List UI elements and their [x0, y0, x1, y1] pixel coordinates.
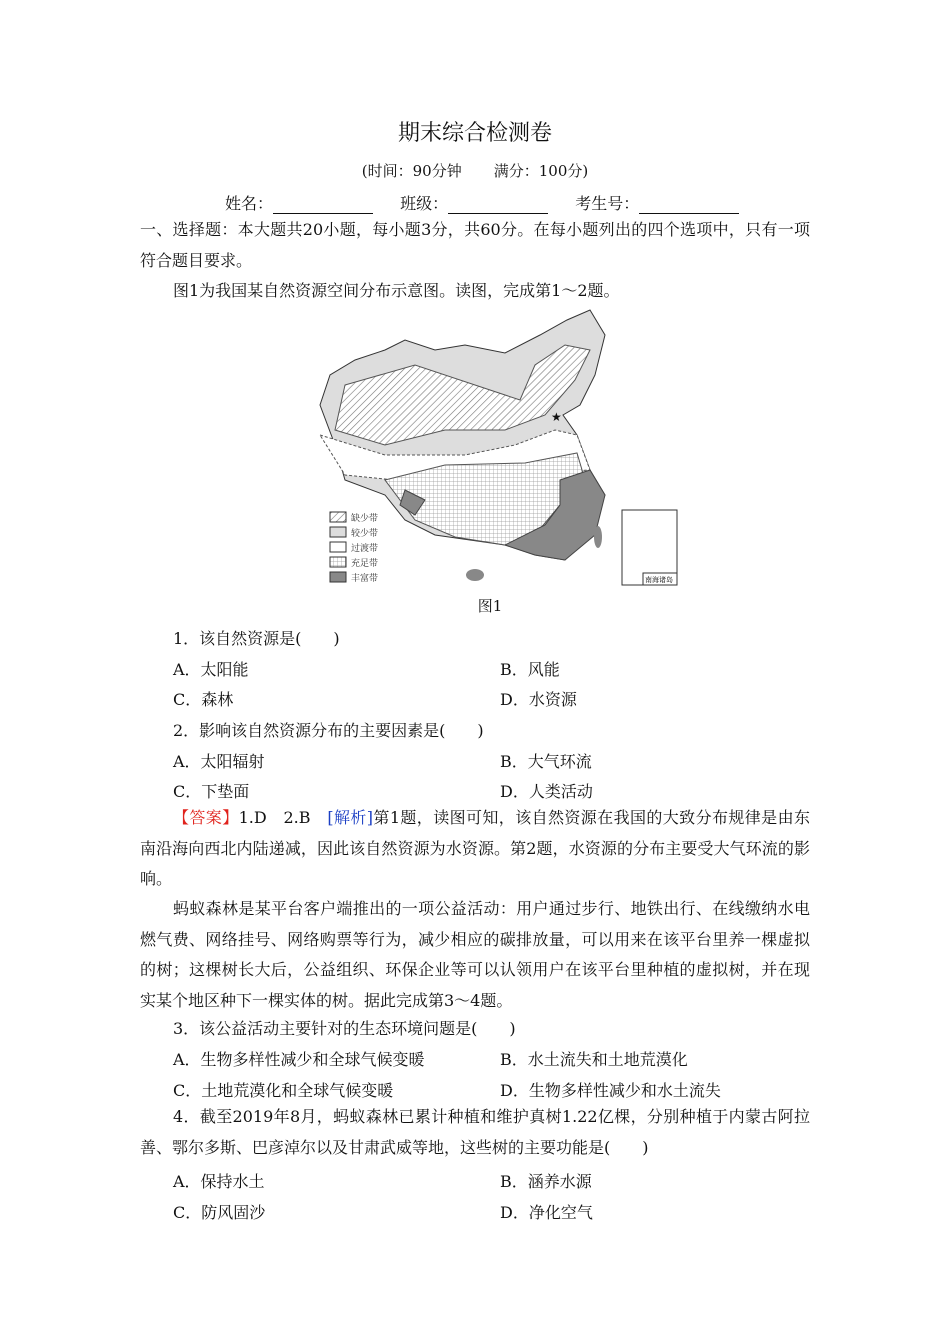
taiwan-island: [594, 526, 602, 548]
q1-option-b: B．风能: [500, 660, 560, 679]
id-blank[interactable]: [639, 197, 739, 214]
name-label: 姓名：: [225, 194, 274, 213]
china-resource-map: [305, 305, 685, 590]
answer-block: [140, 803, 810, 895]
legend-transition: 过渡带: [351, 544, 379, 554]
legend-less: 较少带: [351, 529, 379, 539]
figure-caption: 图1: [477, 597, 503, 615]
q2-option-b: B．大气环流: [500, 752, 592, 771]
south-china-sea-inset: [622, 510, 677, 585]
student-fields: [225, 191, 761, 214]
question-3: 3．该公益活动主要针对的生态环境问题是( ): [173, 1019, 516, 1038]
q1-option-d: D．水资源: [500, 690, 577, 709]
q4-option-c: C．防风固沙: [173, 1203, 266, 1222]
legend-sufficient: 充足带: [351, 559, 379, 569]
class-blank[interactable]: [448, 197, 548, 214]
analysis-label: [解析]: [327, 808, 374, 827]
intro-1: 图1为我国某自然资源空间分布示意图。读图，完成第1～2题。: [173, 281, 620, 300]
time-limit: (时间：90分钟: [361, 162, 462, 180]
exam-info: [0, 160, 950, 181]
q1-option-c: C．森林: [173, 690, 234, 709]
q2-option-d: D．人类活动: [500, 782, 593, 801]
q4-option-a: A．保持水土: [173, 1172, 265, 1191]
question-4: 4．截至2019年8月，蚂蚁森林已累计种植和维护真树1.22亿棵，分别种植于内蒙古阿拉善、鄂尔多斯、巴彦淖尔以及甘肃武威等地，这些树的主要功能是( ): [140, 1107, 810, 1157]
full-score: 满分：100分): [493, 162, 589, 180]
section-heading: 一、选择题：本大题共20小题，每小题3分，共60分。在每小题列出的四个选项中，只有一项符合题目要求。: [140, 220, 810, 270]
class-label: 班级：: [400, 194, 449, 213]
inset-label: 南海诸岛: [645, 576, 673, 584]
question-2: 2．影响该自然资源分布的主要因素是( ): [173, 721, 484, 740]
capital-star: ★: [551, 410, 562, 424]
name-blank[interactable]: [273, 197, 373, 214]
q1-option-a: A．太阳能: [173, 660, 249, 679]
q4-option-b: B．涵养水源: [500, 1172, 592, 1191]
answer-label: 【答案】: [173, 808, 239, 827]
analysis-text: 第1题，读图可知，该自然资源在我国的大致分布规律是由东南沿海向西北内陆递减，因此该自然资源为水资源。第2题，水资源的分布主要受大气环流的影响。: [140, 808, 810, 888]
q4-option-d: D．净化空气: [500, 1203, 593, 1222]
legend-scarce: 缺少带: [351, 514, 379, 524]
intro-2: 蚂蚁森林是某平台客户端推出的一项公益活动：用户通过步行、地铁出行、在线缴纳水电燃气费、网络挂号、网络购票等行为，减少相应的碳排放量，可以用来在该平台里养一棵虚拟的树；这棵树长大后，公益组织、环保企业等可以认领用户在该平台里种植的虚拟树，并在现实某个地区种下一棵实体的树。据此完成第3～4题。: [140, 899, 810, 1010]
id-label: 考生号：: [575, 194, 640, 213]
map-legend: [330, 512, 378, 584]
page-title: 期末综合检测卷: [397, 121, 552, 146]
q3-option-d: D．生物多样性减少和水土流失: [500, 1081, 721, 1100]
answer-values: 1.D 2.B: [238, 808, 328, 827]
legend-abundant: 丰富带: [351, 574, 379, 584]
q2-option-a: A．太阳辐射: [173, 752, 265, 771]
hainan-island: [466, 569, 484, 581]
q3-option-b: B．水土流失和土地荒漠化: [500, 1050, 688, 1069]
q3-option-c: C．土地荒漠化和全球气候变暖: [173, 1081, 394, 1100]
q3-option-a: A．生物多样性减少和全球气候变暖: [173, 1050, 425, 1069]
q2-option-c: C．下垫面: [173, 782, 250, 801]
question-1: 1．该自然资源是( ): [173, 629, 340, 648]
